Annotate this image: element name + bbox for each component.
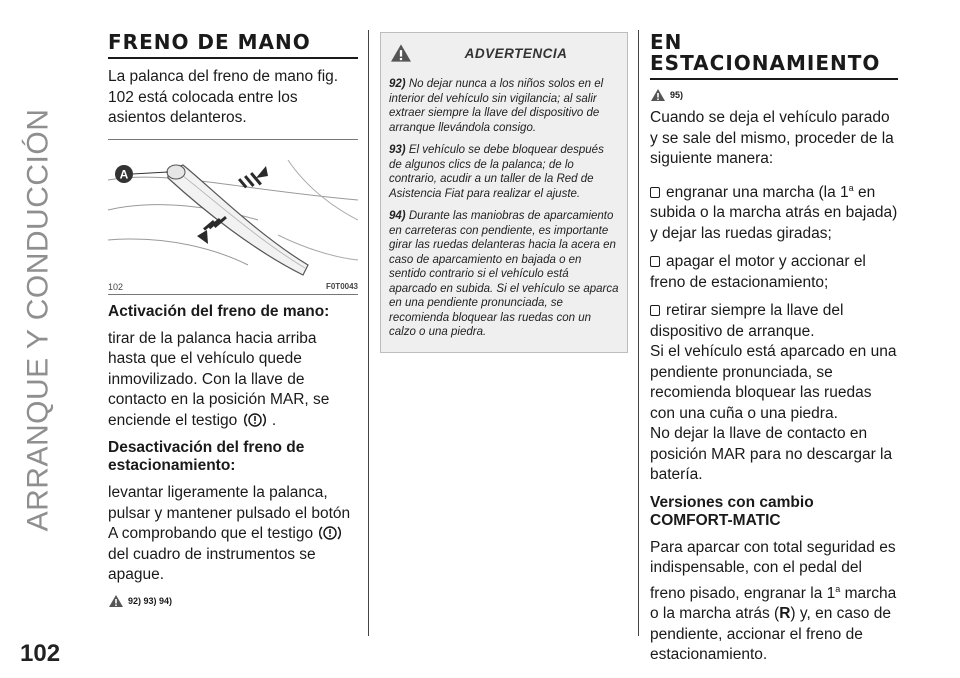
handbrake-illustration <box>108 140 358 280</box>
deactivation-text-b: del cuadro de instrumentos se apague. <box>108 545 316 583</box>
figure-number: 102 <box>108 281 124 292</box>
warning-item-text: Durante las maniobras de aparcamiento en carreteras con pendiente, es importante girar las ruedas delanteras hacia la acera en caso de aparcamiento en bajada o en sentido contrario si el vehículo está aparcado en subida. Si el vehículo se aparca en una pendiente pronunciada, se recomienda bloquear las ruedas con un calzo o una piedra. <box>389 210 619 338</box>
parking-slope-text: Si el vehículo está aparcado en una pendiente pronunciada, se recomienda bloquear las ruedas con una cuña o una piedra. <box>650 343 897 422</box>
warning-header <box>389 43 619 63</box>
comfortmatic-heading: Versiones con cambio COMFORT-MATIC <box>650 493 814 529</box>
section-title-line2: ESTACIONAMIENTO <box>650 51 881 75</box>
bullet1-text-a: engranar una marcha (la 1 <box>666 183 849 201</box>
callout-a-label: A <box>119 167 129 181</box>
chapter-title-text: ARRANQUE Y CONDUCCIÓN <box>21 108 54 532</box>
bullet1-text-b: en subida o la marcha atrás en bajada) y dejar las ruedas giradas; <box>650 183 898 242</box>
warning-item-text: El vehículo se debe bloquear después de algunos clics de la palanca; de lo contrario, acudir a un taller de la Red de Asistencia Fiat para realizar el ajuste. <box>389 144 604 200</box>
warning-item-number: 92) <box>389 78 406 90</box>
brake-warning-lamp-icon <box>244 412 266 428</box>
section-title-line1: EN <box>650 30 683 54</box>
checkbox-bullet-icon <box>650 256 660 267</box>
warning-item-number: 93) <box>389 144 406 156</box>
parking-bullet <box>650 178 898 245</box>
parking-bullet <box>650 252 898 293</box>
column-handbrake <box>108 32 358 608</box>
column-parking <box>650 32 898 674</box>
section-title-handbrake: FRENO DE MANO <box>108 32 358 59</box>
comfortmatic-text-c: ) y, en caso de pendiente, accionar el freno de estacionamiento. <box>650 605 891 664</box>
parking-intro: Cuando se deja el vehículo parado y se sale del mismo, proceder de la siguiente manera: <box>650 109 894 167</box>
arrow-up-icon <box>238 166 268 188</box>
chapter-side-title <box>6 30 70 610</box>
checkbox-bullet-icon <box>650 187 660 198</box>
parking-reference-text: 95) <box>670 90 684 100</box>
column-warning <box>380 32 628 353</box>
warning-item-text: No dejar nunca a los niños solos en el interior del vehículo sin vigilancia; al salir extraer siempre la llave del dispositivo de arranque llevándola consigo. <box>389 78 604 134</box>
warning-triangle-icon <box>389 43 413 63</box>
activation-heading: Activación del freno de mano: <box>108 302 330 320</box>
warning-triangle-icon <box>650 88 666 102</box>
comfortmatic-superscript: a <box>835 583 841 594</box>
deactivation-text <box>108 483 358 586</box>
bullet3-text: retirar siempre la llave del dispositivo de arranque. <box>650 302 844 340</box>
warning-triangle-icon <box>108 594 124 608</box>
arrow-down-icon <box>197 216 227 244</box>
brake-warning-lamp-icon <box>319 525 341 541</box>
warning-item <box>389 209 619 340</box>
warning-references <box>108 594 358 608</box>
column-divider <box>368 30 369 636</box>
comfortmatic-text <box>650 538 898 666</box>
figure-code: F0T0043 <box>325 281 358 291</box>
handbrake-figure <box>108 139 358 295</box>
figure-caption <box>108 280 358 294</box>
warning-box <box>380 32 628 353</box>
checkbox-bullet-icon <box>650 305 660 316</box>
handbrake-intro: La palanca del freno de mano fig. 102 está colocada entre los asientos delanteros. <box>108 68 339 126</box>
page-number: 102 <box>20 640 61 667</box>
bullet1-superscript: a <box>848 182 854 193</box>
section-title-parking <box>650 32 898 80</box>
deactivation-text-a: levantar ligeramente la palanca, pulsar y mantener pulsado el botón A comprobando que el testigo <box>108 484 351 542</box>
reverse-gear-symbol: R <box>779 605 791 623</box>
parking-bullet <box>650 301 898 342</box>
activation-text-b: . <box>271 411 277 429</box>
warning-item <box>389 77 619 135</box>
comfortmatic-text-a: Para aparcar con total seguridad es indispensable, con el pedal del freno pisado, engranar la 1 <box>650 538 896 602</box>
activation-text <box>108 329 358 432</box>
column-divider <box>638 30 639 636</box>
activation-text-a: tirar de la palanca hacia arriba hasta que el vehículo quede inmovilizado. Con la llave de contacto en la posición MAR, se enciende el testigo <box>108 329 330 429</box>
warning-item-number: 94) <box>389 210 406 222</box>
bullet2-text: apagar el motor y accionar el freno de estacionamiento; <box>650 253 866 291</box>
warning-item <box>389 143 619 201</box>
references-text: 92) 93) 94) <box>128 595 173 606</box>
warning-title: ADVERTENCIA <box>464 45 568 61</box>
parking-key-text: No dejar la llave de contacto en posición MAR para no descargar la batería. <box>650 425 893 484</box>
comfortmatic-text-b: marcha o la marcha atrás ( <box>650 584 897 623</box>
parking-reference <box>650 88 898 102</box>
deactivation-heading: Desactivación del freno de estacionamiento: <box>108 439 305 474</box>
